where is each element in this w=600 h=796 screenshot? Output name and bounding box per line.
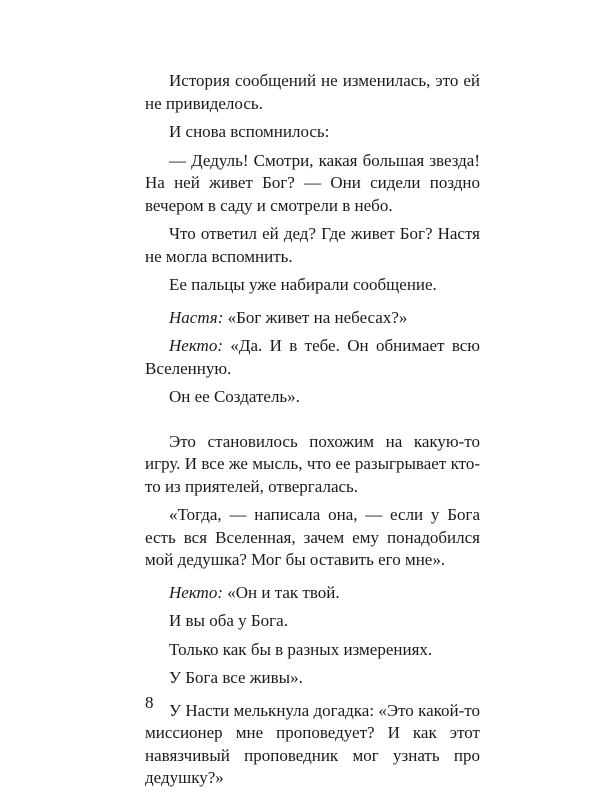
paragraph-5: Ее пальцы уже набирали сообщение. <box>169 275 437 294</box>
chat-speaker: Некто: <box>169 582 223 602</box>
page-number: 8 <box>145 693 154 712</box>
paragraph-6: Это становилось похожим на какую-то игру. И все же мысль, что ее разыгрывает кто-то из приятелей, отвергалась. <box>145 431 480 496</box>
paragraph-2: И снова вспомнилось: <box>169 122 330 141</box>
chat-line-4 <box>145 582 480 605</box>
chat-message: «Он и так твой. <box>227 582 340 602</box>
chat-line-1 <box>145 307 480 330</box>
paragraph-1: История сообщений не изменилась, это ей не привиделось. <box>145 71 480 113</box>
chat-line-2 <box>145 335 480 380</box>
chat-message: «Бог живет на небесах?» <box>227 307 408 327</box>
paragraph-4: Что ответил ей дед? Где живет Бог? Настя не могла вспомнить. <box>145 224 480 266</box>
paragraph-8: У Насти мелькнула догадка: «Это какой-то миссионер мне проповедует? И как этот навязчивый проповедник мог узнать про дедушку?» <box>145 700 480 787</box>
chat-speaker: Настя: <box>169 307 224 327</box>
chat-message: «Да. И в тебе. Он обнимает всю Вселенную. <box>145 336 481 378</box>
chat-line-3: Он ее Создатель». <box>169 387 300 406</box>
chat-line-7: У Бога все живы». <box>169 668 303 687</box>
paragraph-7: «Тогда, — написала она, — если у Бога есть вся Вселенная, зачем ему понадобился мой дедушка? Мог бы оставить его мне». <box>145 505 480 569</box>
chat-line-6: Только как бы в разных измерениях. <box>169 639 433 659</box>
chat-line-5: И вы оба у Бога. <box>169 611 288 630</box>
chat-speaker: Некто: <box>169 336 223 355</box>
page-text <box>145 70 480 796</box>
paragraph-3: — Дедуль! Смотри, какая большая звезда! На ней живет Бог? — Они сидели поздно вечером в саду и смотрели в небо. <box>145 150 480 215</box>
